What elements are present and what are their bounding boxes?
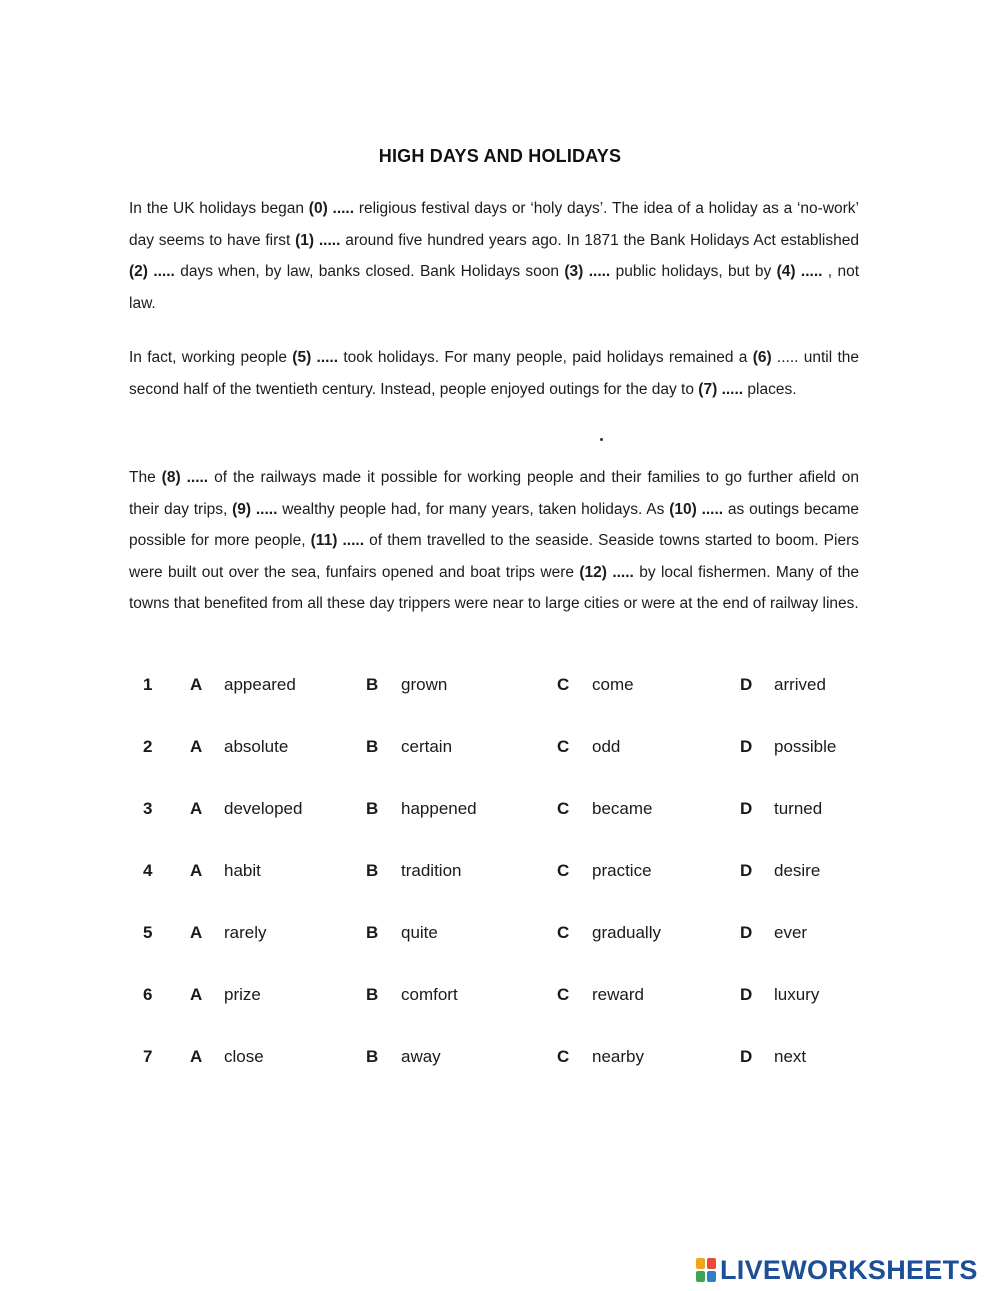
brand-name: LIVEWORKSHEETS <box>720 1255 978 1285</box>
option-letter-d: D <box>740 675 753 694</box>
paragraph-1 <box>129 193 859 319</box>
option-letter-a: A <box>190 985 203 1004</box>
paragraph-text: by local fishermen. Many of the towns that benefited from all these day trippers were near to large cities or were at the end of railway lines. <box>129 563 860 612</box>
gap-marker: (11) <box>310 532 338 549</box>
option-b[interactable]: quite <box>401 923 438 942</box>
option-d[interactable]: possible <box>774 737 837 756</box>
option-letter-c: C <box>557 861 570 880</box>
option-row-4 <box>0 861 1000 893</box>
option-letter-b: B <box>366 923 379 942</box>
question-number: 3 <box>143 799 153 818</box>
gap-marker: ..... <box>153 263 175 280</box>
option-a[interactable]: close <box>224 1047 264 1066</box>
option-row-5 <box>0 923 1000 955</box>
option-row-6 <box>0 985 1000 1017</box>
gap-marker: ..... <box>588 263 611 280</box>
option-letter-d: D <box>740 1047 753 1066</box>
option-letter-b: B <box>366 985 379 1004</box>
gap-marker: ..... <box>701 500 724 518</box>
option-letter-b: B <box>366 675 379 694</box>
option-row-3 <box>0 799 1000 831</box>
gap-marker: ..... <box>318 231 341 249</box>
option-c[interactable]: nearby <box>592 1047 644 1066</box>
option-b[interactable]: tradition <box>401 861 462 880</box>
gap-marker: (2) <box>129 263 148 280</box>
option-letter-c: C <box>557 737 570 756</box>
option-letter-a: A <box>190 737 203 756</box>
option-letter-c: C <box>557 1047 570 1066</box>
option-c[interactable]: odd <box>592 737 621 756</box>
option-row-7 <box>0 1047 1000 1079</box>
option-d[interactable]: desire <box>774 861 821 880</box>
question-number: 1 <box>143 675 153 694</box>
gap-marker: ..... <box>800 263 823 280</box>
paragraph-text: days when, by law, banks closed. Bank Holidays soon <box>174 263 565 280</box>
option-letter-b: B <box>366 1047 379 1066</box>
option-letter-a: A <box>190 1047 203 1066</box>
option-letter-b: B <box>366 799 379 818</box>
question-number: 5 <box>143 923 153 942</box>
option-b[interactable]: comfort <box>401 985 458 1004</box>
option-letter-c: C <box>557 799 570 818</box>
gap-marker: ..... <box>612 563 634 581</box>
paragraph-text: took holidays. For many people, paid holidays remained a <box>338 349 753 366</box>
option-b[interactable]: grown <box>401 675 448 694</box>
question-number: 4 <box>143 861 153 880</box>
question-number: 6 <box>143 985 153 1004</box>
paragraph-text: public holidays, but by <box>610 263 777 280</box>
gap-marker: ..... <box>721 380 744 398</box>
gap-marker: (6) <box>752 349 772 366</box>
option-letter-a: A <box>190 923 203 942</box>
option-letter-c: C <box>557 923 570 942</box>
option-letter-d: D <box>740 799 753 818</box>
paragraph-2 <box>129 342 859 405</box>
option-row-2 <box>0 737 1000 769</box>
gap-marker: (9) <box>232 500 252 518</box>
paragraph-text: ..... until the second half of the twentieth century. Instead, people enjoyed outings for the day to <box>129 349 859 398</box>
option-letter-a: A <box>190 675 203 694</box>
option-a[interactable]: absolute <box>224 737 289 756</box>
option-letter-c: C <box>557 985 570 1004</box>
paragraph-text: The <box>129 469 162 486</box>
option-letter-c: C <box>557 675 570 694</box>
option-a[interactable]: habit <box>224 861 261 880</box>
gap-marker: (7) <box>698 380 718 398</box>
question-number: 2 <box>143 737 153 756</box>
paragraph-text: places. <box>743 380 797 398</box>
option-c[interactable]: reward <box>592 985 644 1004</box>
question-number: 7 <box>143 1047 153 1066</box>
paragraph-text: , not law. <box>129 263 860 312</box>
option-b[interactable]: certain <box>401 737 453 756</box>
gap-marker: ..... <box>186 469 209 486</box>
gap-marker: (12) <box>579 563 607 581</box>
option-letter-a: A <box>190 799 203 818</box>
option-letter-a: A <box>190 861 203 880</box>
option-letter-b: B <box>366 737 379 756</box>
option-c[interactable]: practice <box>592 861 652 880</box>
paragraph-text: around five hundred years ago. In 1871 the Bank Holidays Act established <box>340 231 859 249</box>
option-letter-d: D <box>740 923 753 942</box>
gap-marker: (1) <box>295 231 315 249</box>
option-c[interactable]: come <box>592 675 634 694</box>
gap-marker: (3) <box>564 263 584 280</box>
gap-marker: (10) <box>669 500 697 518</box>
option-a[interactable]: prize <box>224 985 261 1004</box>
gap-marker: (0) <box>308 200 328 217</box>
gap-marker: ..... <box>342 532 365 549</box>
option-d[interactable]: ever <box>774 923 808 942</box>
gap-marker: (5) <box>292 349 312 366</box>
gap-marker: ..... <box>316 349 339 366</box>
paragraph-text: In the UK holidays began <box>129 200 309 217</box>
stray-dot <box>600 438 603 441</box>
paragraph-text: as outings became possible for more people, <box>129 500 859 549</box>
option-a[interactable]: appeared <box>224 675 296 694</box>
worksheet-icon <box>696 1256 718 1282</box>
option-letter-d: D <box>740 737 753 756</box>
paragraph-text: In fact, working people <box>129 349 293 366</box>
option-row-1 <box>0 675 1000 707</box>
option-d[interactable]: next <box>774 1047 807 1066</box>
option-d[interactable]: turned <box>774 799 823 818</box>
gap-marker: ..... <box>255 500 278 518</box>
option-c[interactable]: gradually <box>592 923 661 942</box>
option-b[interactable]: happened <box>401 799 477 818</box>
paragraph-text: wealthy people had, for many years, taken holidays. As <box>277 500 670 518</box>
gap-marker: ..... <box>332 200 355 217</box>
option-letter-b: B <box>366 861 379 880</box>
page-title: HIGH DAYS AND HOLIDAYS <box>378 146 622 166</box>
paragraph-3 <box>129 462 859 620</box>
option-a[interactable]: developed <box>224 799 303 818</box>
option-letter-d: D <box>740 985 753 1004</box>
option-letter-d: D <box>740 861 753 880</box>
paragraph-text: of the railways made it possible for working people and their families to go further afield on their day trips, <box>129 469 859 518</box>
paragraph-text: religious festival days or ‘holy days’. The idea of a holiday as a ‘no-work’ day seems to have first <box>129 200 859 249</box>
gap-marker: (4) <box>776 263 796 280</box>
option-b[interactable]: away <box>401 1047 441 1066</box>
option-a[interactable]: rarely <box>224 923 267 942</box>
option-d[interactable]: luxury <box>774 985 820 1004</box>
option-c[interactable]: became <box>592 799 653 818</box>
paragraph-text: of them travelled to the seaside. Seaside towns started to boom. Piers were built out over the sea, funfairs opened and boat trips were <box>129 532 859 581</box>
option-d[interactable]: arrived <box>774 675 826 694</box>
gap-marker: (8) <box>161 469 181 486</box>
